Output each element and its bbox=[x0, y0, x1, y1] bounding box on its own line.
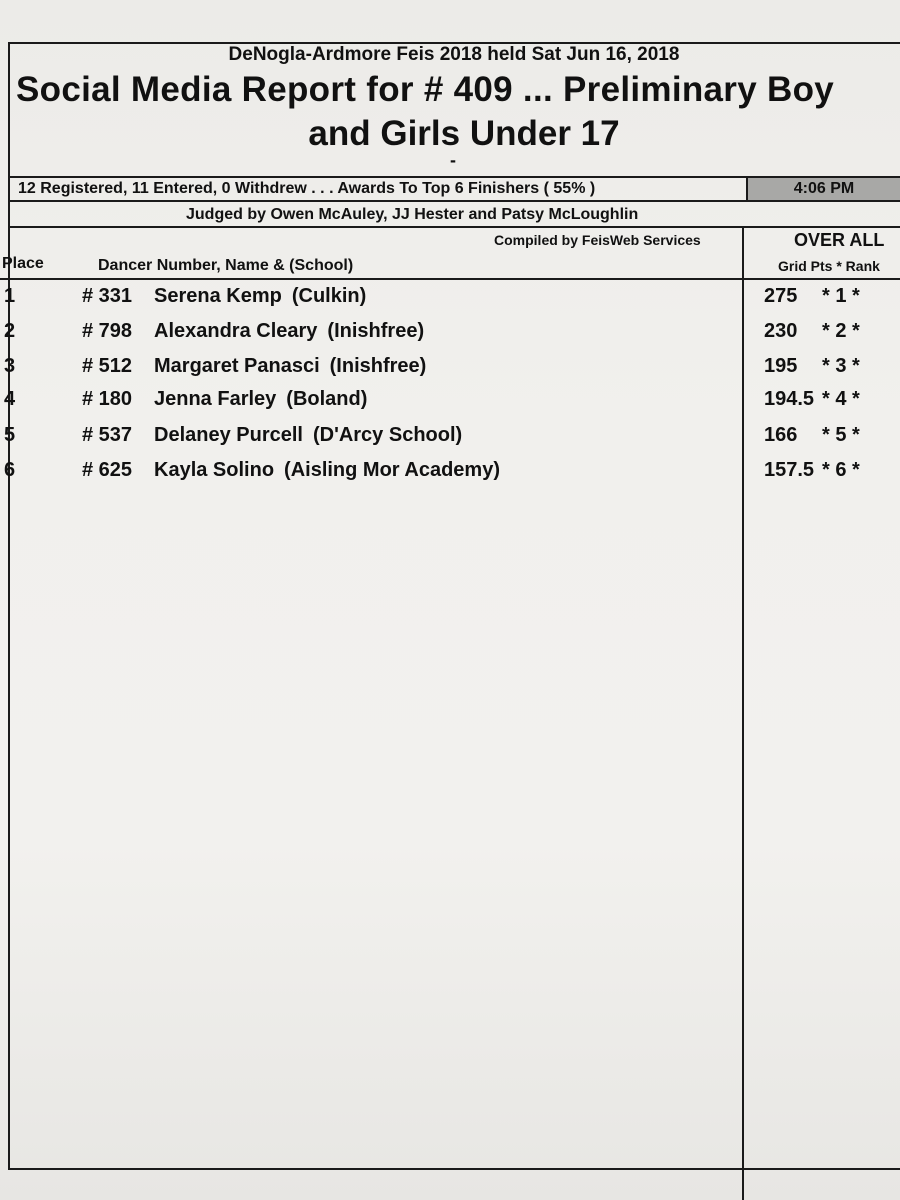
report-title-line-2: and Girls Under 17 bbox=[308, 114, 620, 153]
dancer-name-school bbox=[154, 355, 426, 378]
place: 6 bbox=[4, 459, 16, 481]
overall-rank: * 3 * bbox=[822, 355, 860, 377]
place-column-header: Place bbox=[2, 255, 44, 272]
dancer-name-school bbox=[154, 320, 424, 343]
judges-line: Judged by Owen McAuley, JJ Hester and Patsy McLoughlin bbox=[186, 206, 639, 223]
dancer-number: # 331 bbox=[82, 285, 133, 307]
dancer-school: (Inishfree) bbox=[329, 355, 427, 377]
dancer-number: # 798 bbox=[82, 320, 133, 342]
dancer-name: Alexandra Cleary bbox=[154, 320, 318, 342]
grid-points: 194.5 bbox=[764, 388, 815, 410]
dancer-school: (Aisling Mor Academy) bbox=[284, 459, 500, 481]
compiled-by: Compiled by FeisWeb Services bbox=[494, 232, 701, 248]
dancer-name-school bbox=[154, 459, 500, 482]
event-line: DeNogla-Ardmore Feis 2018 held Sat Jun 16, 2018 bbox=[228, 44, 680, 65]
place: 4 bbox=[4, 388, 16, 410]
overall-header: OVER ALL bbox=[794, 230, 885, 250]
divider-2 bbox=[8, 200, 900, 202]
registration-summary: 12 Registered, 11 Entered, 0 Withdrew . . . Awards To Top 6 Finishers ( 55% ) bbox=[18, 180, 596, 197]
title-dash: - bbox=[450, 150, 456, 170]
overall-rank: * 1 * bbox=[822, 285, 860, 307]
overall-rank: * 6 * bbox=[822, 459, 860, 481]
grid-points: 275 bbox=[764, 285, 798, 307]
grid-points: 195 bbox=[764, 355, 798, 377]
grid-points: 230 bbox=[764, 320, 798, 342]
result-row bbox=[0, 459, 900, 493]
place: 5 bbox=[4, 424, 16, 446]
dancer-name: Kayla Solino bbox=[154, 459, 275, 481]
report-title-line-1: Social Media Report for # 409 ... Preliminary Boy bbox=[16, 70, 835, 109]
dancer-school: (Culkin) bbox=[291, 285, 367, 307]
report-time: 4:06 PM bbox=[746, 178, 900, 200]
divider-3 bbox=[8, 226, 900, 228]
result-row bbox=[0, 424, 900, 458]
dancer-name: Serena Kemp bbox=[154, 285, 282, 307]
dancer-name-school bbox=[154, 424, 462, 447]
dancer-number: # 512 bbox=[82, 355, 133, 377]
dancer-number: # 625 bbox=[82, 459, 133, 481]
grid-points: 166 bbox=[764, 424, 798, 446]
header-divider bbox=[0, 278, 900, 280]
grid-points-column-header: Grid Pts * Rank bbox=[778, 258, 880, 274]
dancer-name: Delaney Purcell bbox=[154, 424, 303, 446]
dancer-name-school bbox=[154, 388, 367, 411]
result-row bbox=[0, 285, 900, 319]
result-row bbox=[0, 388, 900, 422]
result-row bbox=[0, 355, 900, 389]
dancer-number: # 180 bbox=[82, 388, 133, 410]
overall-rank: * 4 * bbox=[822, 388, 860, 410]
dancer-school: (Inishfree) bbox=[327, 320, 425, 342]
dancer-school: (D'Arcy School) bbox=[312, 424, 463, 446]
dancer-name: Margaret Panasci bbox=[154, 355, 320, 377]
overall-rank: * 5 * bbox=[822, 424, 860, 446]
dancer-column-header: Dancer Number, Name & (School) bbox=[98, 257, 354, 274]
result-row bbox=[0, 320, 900, 354]
dancer-school: (Boland) bbox=[286, 388, 368, 410]
dancer-name-school bbox=[154, 285, 366, 308]
dancer-number: # 537 bbox=[82, 424, 133, 446]
overall-rank: * 2 * bbox=[822, 320, 860, 342]
place: 2 bbox=[4, 320, 16, 342]
place: 1 bbox=[4, 285, 16, 307]
place: 3 bbox=[4, 355, 16, 377]
grid-points: 157.5 bbox=[764, 459, 815, 481]
dancer-name: Jenna Farley bbox=[154, 388, 277, 410]
